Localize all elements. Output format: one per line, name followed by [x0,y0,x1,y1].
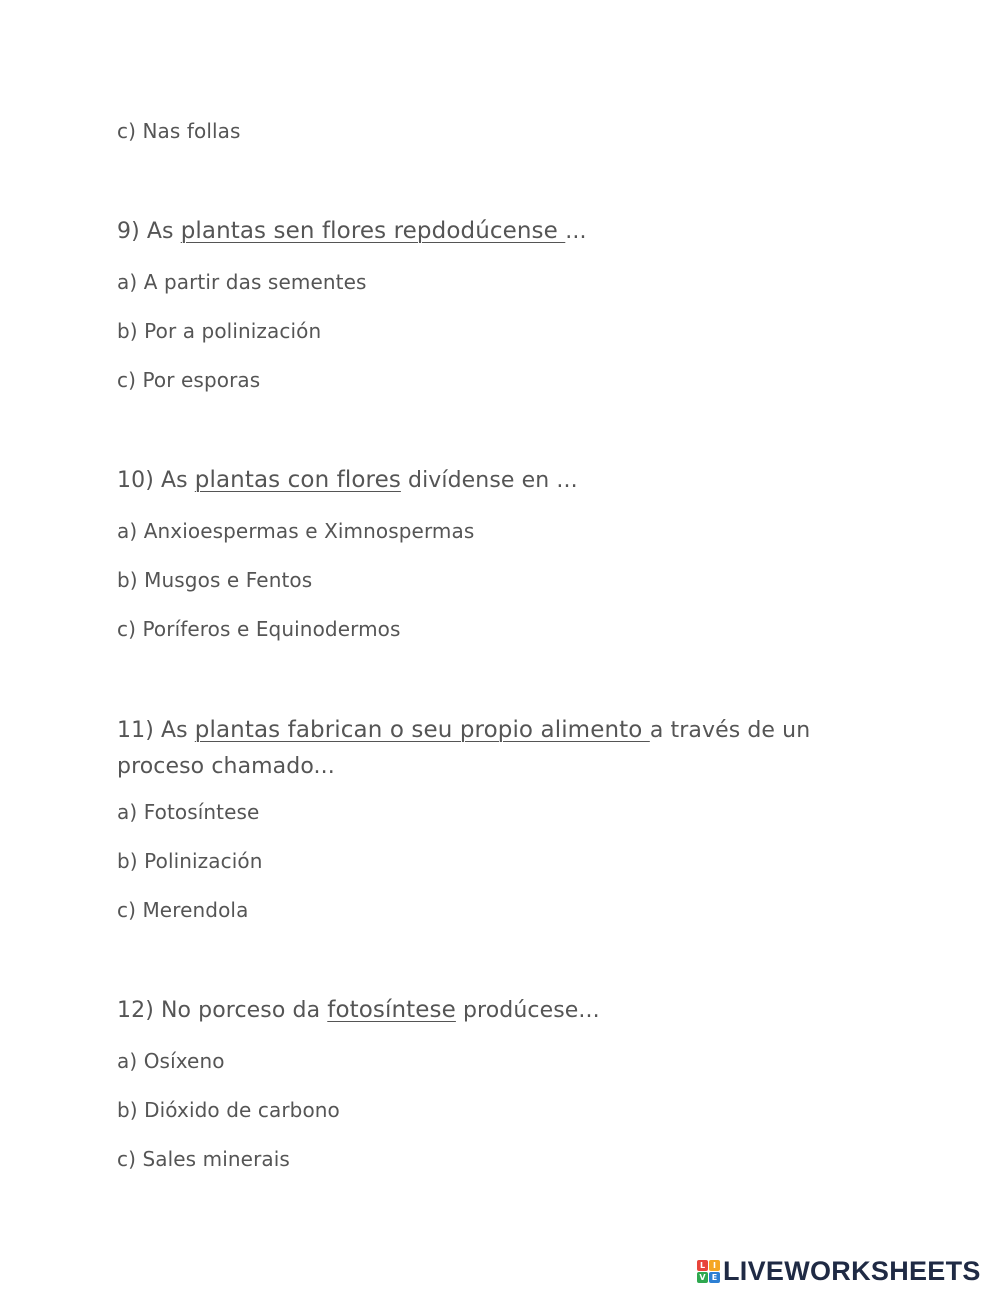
answer-8c: c) Nas follas [117,119,241,143]
question-11 [117,712,837,785]
logo-mark-icon [697,1260,720,1283]
answer-10b[interactable]: b) Musgos e Fentos [117,568,313,592]
question-9 [117,214,587,249]
answer-9c[interactable]: c) Por esporas [117,368,261,392]
answer-11a[interactable]: a) Fotosíntese [117,800,260,824]
answer-9a[interactable]: a) A partir das sementes [117,270,367,294]
question-11-suffix: a través de un proceso chamado... [117,718,811,779]
question-10-prefix: 10) As [117,468,195,493]
question-9-suffix: ... [565,219,587,244]
question-12-underlined: fotosíntese [327,997,456,1023]
logo-mark-l: L [697,1260,708,1271]
liveworksheets-logo [697,1255,981,1287]
question-12 [117,993,600,1028]
logo-text: LIVEWORKSHEETS [723,1255,981,1286]
question-10 [117,463,578,498]
logo-mark-v: V [697,1272,708,1283]
question-9-underlined: plantas sen flores repdodúcense [180,218,566,244]
question-9-prefix: 9) As [117,219,181,244]
question-10-suffix: divídense en ... [400,468,578,493]
logo-mark-i: I [709,1260,720,1271]
answer-12a[interactable]: a) Osíxeno [117,1049,225,1073]
answer-12b[interactable]: b) Dióxido de carbono [117,1098,340,1122]
answer-12c[interactable]: c) Sales minerais [117,1147,290,1171]
question-11-prefix: 11) As [117,718,195,743]
answer-11b[interactable]: b) Polinización [117,849,263,873]
answer-10a[interactable]: a) Anxioespermas e Ximnospermas [117,519,475,543]
question-11-underlined: plantas fabrican o seu propio alimento [194,717,650,743]
answer-9b[interactable]: b) Por a polinización [117,319,322,343]
answer-10c[interactable]: c) Poríferos e Equinodermos [117,617,401,641]
answer-11c[interactable]: c) Merendola [117,898,249,922]
logo-mark-e: E [709,1272,720,1283]
question-12-suffix: prodúcese... [455,998,600,1023]
question-12-prefix: 12) No porceso da [117,998,328,1023]
question-10-underlined: plantas con flores [194,467,401,493]
